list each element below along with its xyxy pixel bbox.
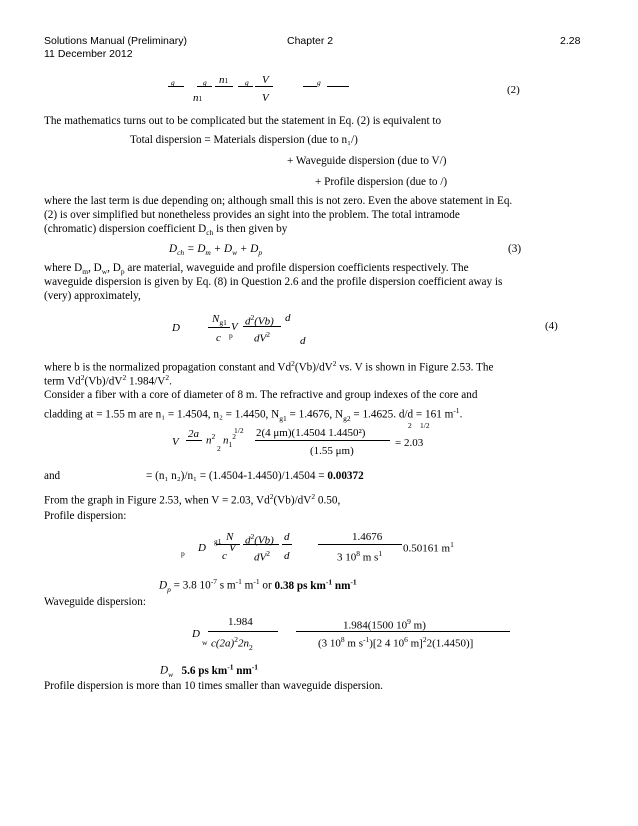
delta-equation: = (n₁ n₂)/n₁ = (1.4504-1.4450)/1.4504 = 0.00372 xyxy=(146,470,364,482)
and-label: and xyxy=(44,470,61,482)
paragraph-6: From the graph in Figure 2.53, when V = 2.03, $Vd^2(Vb)/dV^2$ 0.50, xyxy=(44,492,341,507)
conclusion: Profile dispersion is more than 10 times smaller than waveguide dispersion. xyxy=(44,680,383,692)
dispersion-line-3: + Profile dispersion (due to /) xyxy=(315,176,448,188)
equation-3-number: (3) xyxy=(508,243,522,255)
dispersion-line-1: Total dispersion = Materials dispersion (due to n₁/) xyxy=(130,134,358,146)
header-page-number: 2.28 xyxy=(560,35,581,47)
equation-4-number: (4) xyxy=(545,320,558,332)
header-date: 11 December 2012 xyxy=(44,48,133,60)
header-center: Chapter 2 xyxy=(287,35,334,47)
header-left: Solutions Manual (Preliminary) xyxy=(44,35,187,47)
waveguide-dispersion-label: Waveguide dispersion: xyxy=(44,596,146,608)
waveguide-dispersion-result: $D_w$ 5.6 ps $km^{-1}$ $nm^{-1}$ xyxy=(160,662,259,679)
profile-dispersion-label: Profile dispersion: xyxy=(44,510,127,522)
dispersion-line-2: + Waveguide dispersion (due to V/) xyxy=(287,155,447,167)
equation-3: $D_{ch} = D_m + D_w + D_p$ xyxy=(169,243,263,258)
profile-dispersion-result: $D_p = 3.8$ $10^{-7}$ s $m^{-1}$ $m^{-1}$ or 0.38 ps $km^{-1}$ $nm^{-1}$ xyxy=(159,577,357,594)
paragraph-1: The mathematics turns out to be complicated but the statement in Eq. (2) is equivalent to xyxy=(44,115,442,127)
equation-2-number: (2) xyxy=(507,84,520,96)
